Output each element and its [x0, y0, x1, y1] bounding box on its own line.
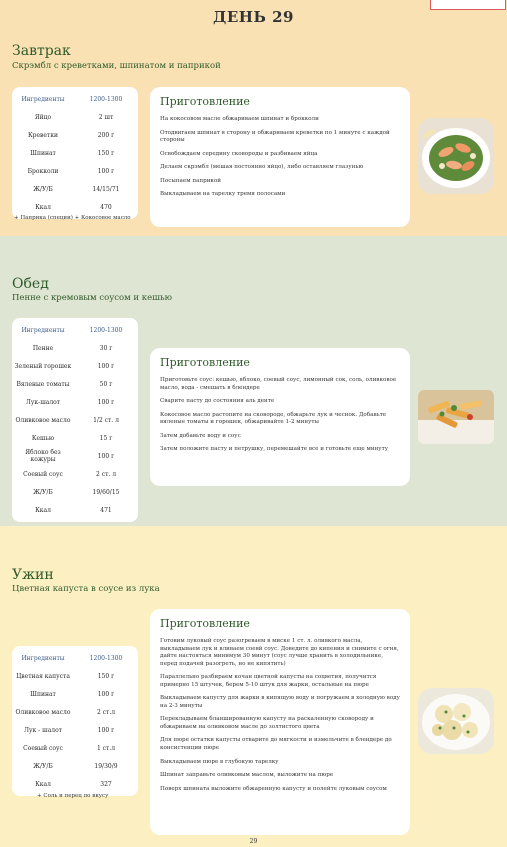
ingredient-amount: 150 г — [97, 149, 115, 157]
lunch-ingredients-table — [12, 318, 138, 522]
ingredient-name: Оливковое масло — [15, 416, 71, 424]
ingredient-amount: 2 ст. л — [95, 470, 117, 478]
table-row — [12, 126, 138, 144]
table-header — [12, 90, 138, 108]
ingredient-amount: 100 г — [97, 167, 115, 175]
table-row — [12, 411, 138, 429]
table-row — [12, 108, 138, 126]
dinner-ingredients-table — [12, 646, 138, 796]
ingredient-amount: 100 г — [97, 726, 115, 734]
prep-steps — [160, 638, 400, 793]
prep-step: Отодвигаем шпинат в сторону и обжариваем креветки по 1 минуте с каждой стороны — [160, 129, 390, 144]
prep-title: Приготовление — [160, 95, 250, 108]
prep-step: На кокосовом масле обжариваем шпинат и брокколи — [160, 116, 319, 122]
ingredient-name: Лук-шалот — [25, 398, 61, 406]
ingredient-amount: 2 шт — [98, 113, 114, 121]
ingredient-name: Пенне — [32, 344, 54, 352]
table-header — [12, 321, 138, 339]
page-number: 29 — [249, 838, 258, 845]
prep-step: Готовим луковый соус разогреваем в миске 1 ст. л. оливкого масла, выкладываем лук и вливаем соевй соус. Доведите до кипения и снимите с огня, дайте настояться минимум 30 минут (соус лучше хранить в холодильнике, перед подачей разогреть, но не кипятить) — [160, 638, 399, 667]
ingredient-amount: 200 г — [97, 131, 115, 139]
ingredient-name: Яйцо — [34, 113, 52, 121]
ingredient-amount: 1 ст.л — [96, 744, 116, 752]
ingredient-name: Ккал — [35, 506, 51, 514]
table-row — [12, 198, 138, 216]
prep-step: Для пюре остатки капусты отварите до мягкости и измельчите в блендере до консистенции пюре — [160, 737, 392, 752]
prep-title: Приготовление — [160, 356, 250, 369]
breakfast-title: Завтрак — [12, 43, 71, 59]
lunch-prep-card — [150, 348, 410, 486]
table-row — [12, 685, 138, 703]
dinner-note: + Соль и перец по вкусу — [37, 793, 109, 799]
breakfast-prep-card — [150, 87, 410, 227]
ingredient-amount: 14/15/71 — [92, 185, 120, 193]
prep-step: Выкладываем капусту для жарки в кипящую воду и погружаем в холодную воду на 2-3 минуты — [160, 695, 400, 709]
table-row — [12, 144, 138, 162]
ingredient-amount: 100 г — [97, 690, 115, 698]
ingredient-name: Брокколи — [27, 167, 59, 175]
ingredient-name: Лук - шалот — [23, 726, 63, 734]
ingredient-name: Цветная капуста — [16, 672, 70, 680]
prep-step: Перекладываем бланшированную капусту на раскаленную сковороду и обжариваем на оливковом масле до золтистого цвета — [160, 716, 374, 730]
ingredient-amount: 471 — [100, 506, 112, 514]
table-row — [12, 501, 138, 519]
table-header-cell: 1200-1300 — [89, 95, 123, 103]
table-row — [12, 429, 138, 447]
dinner-photo — [418, 688, 494, 754]
prep-step: Затем положите пасту и петрушку, перемешайте все и готовьте еще минуту — [160, 446, 388, 453]
breakfast-note: + Паприка (специи) + Кокосовое масло — [14, 215, 131, 221]
lunch-title: Обед — [12, 276, 49, 292]
prep-step: Шпинат заправьте оливковым маслом, выложите на пюре — [160, 772, 334, 779]
dinner-subtitle: Цветная капуста в соусе из лука — [12, 584, 160, 594]
table-header — [12, 649, 138, 667]
ingredient-name: Вяленые томаты — [16, 380, 70, 388]
ingredient-amount: 100 г — [97, 452, 115, 460]
table-row — [12, 703, 138, 721]
ingredient-amount: 1/2 ст. л — [93, 416, 119, 424]
table-row — [12, 721, 138, 739]
prep-step: Приготовьте соус: кешью, яблоко, соевый соус, лимонный сок, соль, оливковое масло, вода - смешать в блендере — [160, 377, 397, 391]
table-row — [12, 465, 138, 483]
ingredient-name: Кешью — [31, 434, 55, 442]
prep-steps — [160, 116, 400, 199]
ingredient-name: Ккал — [35, 203, 51, 211]
dinner-prep-card — [150, 609, 410, 835]
lunch-subtitle: Пенне с кремовым соусом и кешью — [12, 293, 173, 303]
prep-step: Параллельно разбираем кочан цветной капусты на соцветия, получится примерно 15 штучек, берем 5-10 штук для жарки, остальные на пюре — [160, 674, 377, 688]
table-header-cell: 1200-1300 — [89, 326, 123, 334]
ingredient-name: Соевый соус — [23, 744, 63, 752]
ingredient-name: Ж/У/Б — [33, 488, 53, 496]
prep-step: Посыпаем паприкой — [160, 177, 222, 184]
ingredient-name: Оливковое масло — [15, 708, 71, 716]
ingredient-name: Ж/У/Б — [33, 762, 53, 770]
ingredient-amount: 19/30/9 — [94, 762, 118, 770]
table-row — [12, 757, 138, 775]
table-header-cell: Ингредиенты — [21, 326, 65, 334]
prep-step: Сварите пасту до состояния аль денте — [160, 398, 275, 405]
table-row — [12, 667, 138, 685]
table-row — [12, 393, 138, 411]
prep-step: Поверх шпината выложите обжаренную капусту и полейте луковым соусом — [160, 785, 387, 792]
breakfast-subtitle: Скрэмбл с креветками, шпинатом и паприкой — [12, 61, 221, 71]
ingredient-name: Яблоко без кожуры — [25, 449, 61, 463]
prep-step: Кокосовое масло растопите на сковороде, обжарьте лук и чеснок. Добавьте вяленые томаты и горошек, обжаривайте 1-2 минуты — [160, 411, 387, 426]
table-row — [12, 339, 138, 357]
table-row — [12, 357, 138, 375]
ingredient-amount: 100 г — [97, 398, 115, 406]
table-header-cell: 1200-1300 — [89, 654, 123, 662]
ingredient-amount: 150 г — [97, 672, 115, 680]
ingredient-amount: 327 — [100, 780, 112, 788]
ingredient-amount: 50 г — [99, 380, 113, 388]
table-row — [12, 739, 138, 757]
prep-title: Приготовление — [160, 617, 250, 630]
prep-step: Выкладываем на тарелку тремя полосами — [160, 191, 286, 198]
ingredient-name: Креветки — [27, 131, 59, 139]
table-header-cell: Ингредиенты — [21, 654, 65, 662]
prep-step: Делаем скрэмбл (мешая постоянно яйцо), либо оставляем глазунью — [160, 164, 364, 171]
table-row — [12, 775, 138, 793]
ingredient-amount: 30 г — [99, 344, 113, 352]
ingredient-amount: 470 — [100, 203, 112, 211]
table-header-cell: Ингредиенты — [21, 95, 65, 103]
breakfast-ingredients-table — [12, 87, 138, 219]
table-row — [12, 375, 138, 393]
lunch-photo — [418, 390, 494, 444]
ingredient-name: Зеленый горошек — [14, 362, 72, 370]
page-title: ДЕНЬ 29 — [213, 8, 294, 26]
prep-step: Освобождаем середину сковороды и разбиваем яйца — [160, 150, 318, 157]
table-row — [12, 162, 138, 180]
table-row — [12, 483, 138, 501]
ingredient-name: Шпинат — [30, 690, 56, 698]
table-row — [12, 180, 138, 198]
ingredient-name: Ккал — [35, 780, 51, 788]
ingredient-amount: 15 г — [99, 434, 113, 442]
ingredient-amount: 2 ст.л — [96, 708, 116, 716]
prep-step: Затем добавьте воду и соус — [160, 432, 241, 439]
ingredient-name: Ж/У/Б — [33, 185, 53, 193]
ingredient-name: Соевый соус — [23, 470, 63, 478]
prep-steps — [160, 377, 400, 454]
ingredient-name: Шпинат — [30, 149, 56, 157]
dinner-title: Ужин — [12, 567, 54, 583]
prep-step: Выкладываем пюре в глубокую тарелку — [160, 758, 279, 765]
table-row — [12, 447, 138, 465]
ingredient-amount: 19/60/15 — [92, 488, 120, 496]
ingredient-amount: 100 г — [97, 362, 115, 370]
breakfast-photo — [418, 118, 494, 194]
